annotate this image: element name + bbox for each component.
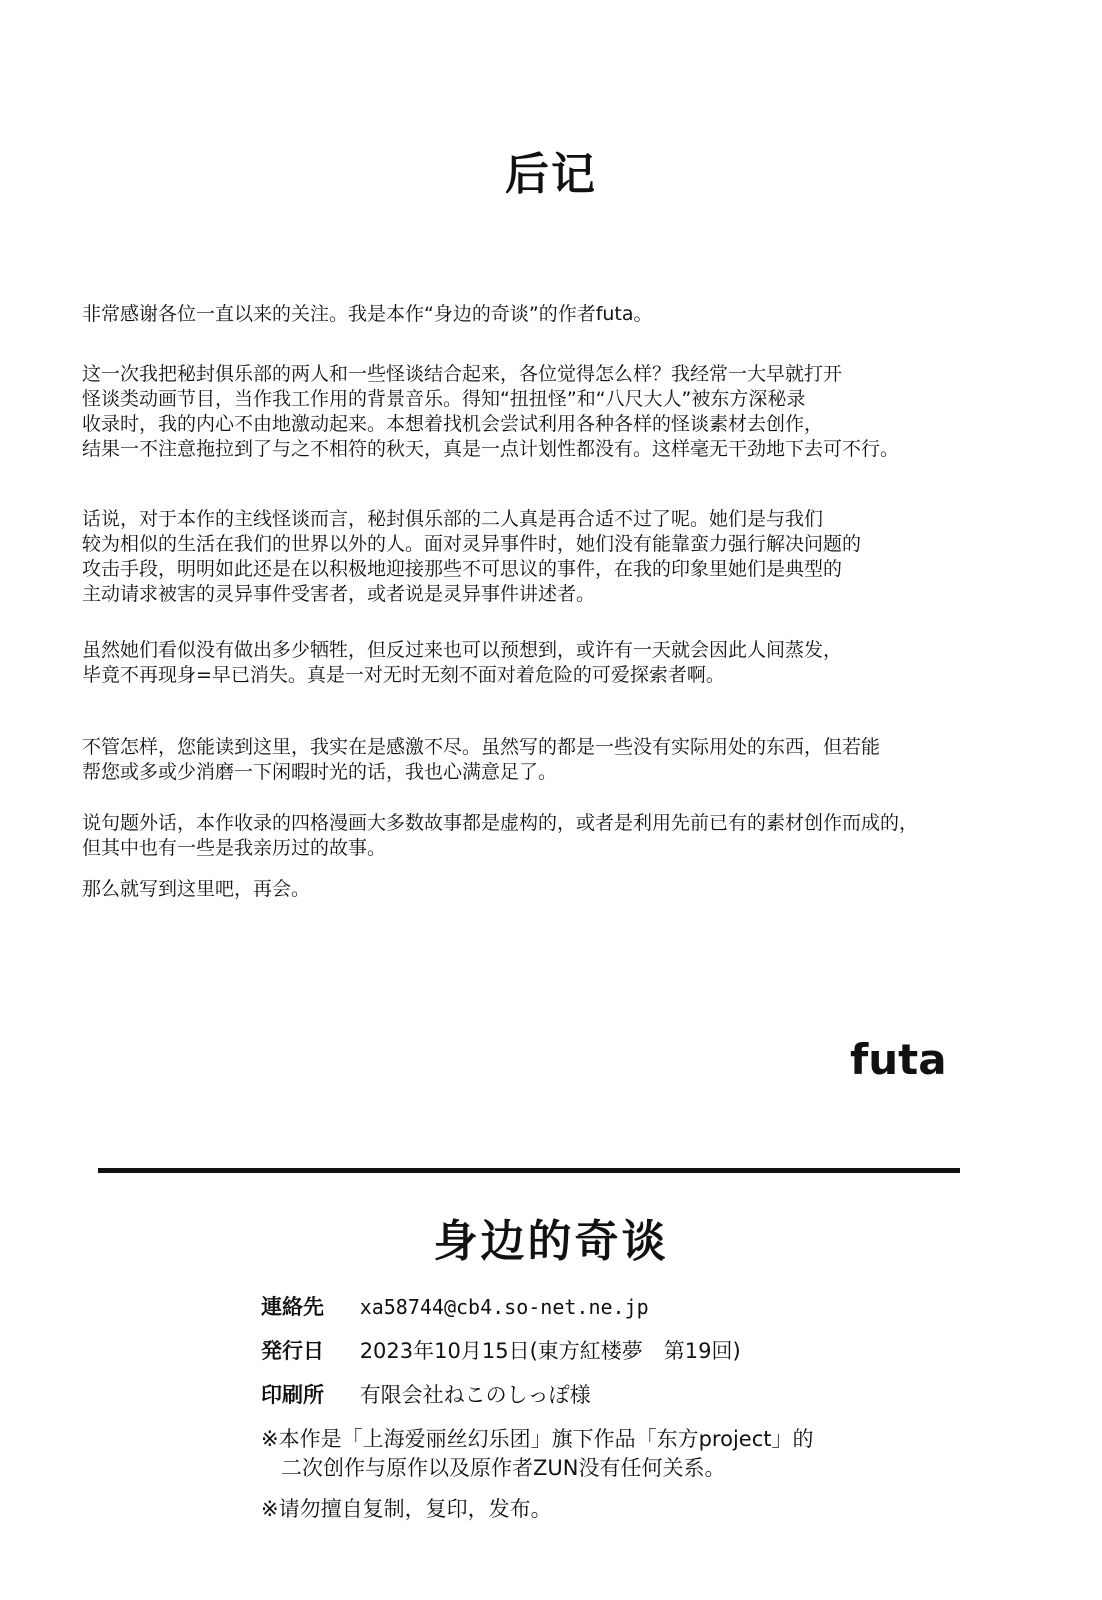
paragraph-line: 较为相似的生活在我们的世界以外的人。面对灵异事件时，她们没有能靠蛮力强行解决问题的 bbox=[82, 533, 862, 555]
paragraph-line: 说句题外话，本作收录的四格漫画大多数故事都是虚构的，或者是利用先前已有的素材创作而成的， bbox=[82, 812, 919, 834]
note-line: 二次创作与原作以及原作者ZUN没有任何关系。 bbox=[281, 1456, 726, 1480]
colophon bbox=[261, 1293, 961, 1425]
paragraph-line: 怪谈类动画节目，当作我工作用的背景音乐。得知“扭扭怪”和“八尺大人”被东方深秘录 bbox=[82, 388, 806, 410]
colophon-label: 印刷所 bbox=[261, 1383, 324, 1407]
divider bbox=[98, 1168, 960, 1173]
afterword-paragraph bbox=[82, 362, 982, 462]
colophon-label: 連絡先 bbox=[261, 1295, 324, 1319]
author-signature: futa bbox=[850, 1035, 947, 1084]
afterword-title: 后记 bbox=[505, 149, 597, 200]
colophon-row-contact bbox=[261, 1293, 961, 1337]
paragraph-line: 收录时，我的内心不由地激动起来。本想着找机会尝试利用各种各样的怪谈素材去创作， bbox=[82, 413, 824, 435]
afterword-paragraph bbox=[82, 507, 982, 607]
paragraph-line: 但其中也有一些是我亲历过的故事。 bbox=[82, 837, 387, 859]
paragraph-line: 帮您或多或少消磨一下闲暇时光的话，我也心满意足了。 bbox=[82, 761, 558, 783]
paragraph-line: 毕竟不再现身=早已消失。真是一对无时无刻不面对着危险的可爱探索者啊。 bbox=[82, 664, 725, 686]
note-line: ※本作是「上海爱丽丝幻乐团」旗下作品「东方project」的 bbox=[261, 1427, 814, 1451]
printer-name: 有限会社ねこのしっぽ様 bbox=[359, 1383, 591, 1407]
afterword-paragraph bbox=[82, 735, 982, 785]
paragraph-line: 不管怎样，您能读到这里，我实在是感激不尽。虽然写的都是一些没有实际用处的东西，但若能 bbox=[82, 736, 881, 758]
contact-email: xa58744@cb4.so-net.ne.jp bbox=[359, 1295, 649, 1319]
colophon-label: 発行日 bbox=[261, 1339, 324, 1363]
afterword-paragraph bbox=[82, 638, 982, 688]
disclaimer-note bbox=[261, 1425, 813, 1483]
disclaimer-note bbox=[261, 1495, 813, 1524]
paragraph-line: 那么就写到这里吧，再会。 bbox=[82, 878, 311, 900]
publish-date: 2023年10月15日(東方紅楼夢 第19回) bbox=[359, 1339, 741, 1363]
afterword-paragraph bbox=[82, 877, 982, 902]
book-title: 身边的奇谈 bbox=[433, 1216, 669, 1267]
colophon-row-date bbox=[261, 1337, 961, 1381]
disclaimer-notes bbox=[261, 1425, 813, 1536]
note-line: ※请勿擅自复制，复印，发布。 bbox=[261, 1497, 552, 1521]
paragraph-line: 非常感谢各位一直以来的关注。我是本作“身边的奇谈”的作者futa。 bbox=[82, 303, 653, 325]
colophon-row-printer bbox=[261, 1381, 961, 1425]
paragraph-line: 虽然她们看似没有做出多少牺牲，但反过来也可以预想到，或许有一天就会因此人间蒸发， bbox=[82, 639, 843, 661]
paragraph-line: 主动请求被害的灵异事件受害者，或者说是灵异事件讲述者。 bbox=[82, 583, 596, 605]
afterword-paragraph bbox=[82, 302, 982, 327]
paragraph-line: 话说，对于本作的主线怪谈而言，秘封俱乐部的二人真是再合适不过了呢。她们是与我们 bbox=[82, 508, 824, 530]
paragraph-line: 攻击手段，明明如此还是在以积极地迎接那些不可思议的事件，在我的印象里她们是典型的 bbox=[82, 558, 843, 580]
paragraph-line: 结果一不注意拖拉到了与之不相符的秋天，真是一点计划性都没有。这样毫无干劲地下去可不行。 bbox=[82, 438, 900, 460]
afterword-paragraph bbox=[82, 811, 982, 861]
paragraph-line: 这一次我把秘封俱乐部的两人和一些怪谈结合起来，各位觉得怎么样？我经常一大早就打开 bbox=[82, 363, 843, 385]
